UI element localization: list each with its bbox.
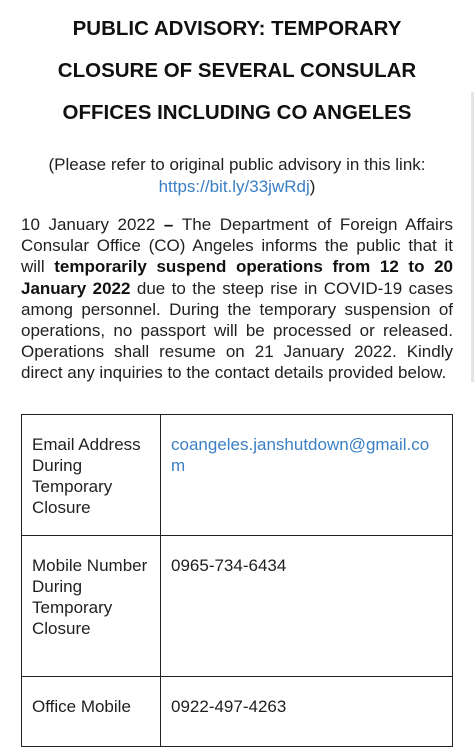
advisory-body bbox=[21, 214, 453, 384]
contact-label: Email Address During Temporary Closure bbox=[22, 415, 161, 536]
date-dash: – bbox=[155, 215, 182, 234]
contact-table bbox=[21, 414, 453, 747]
reference-text: Please refer to original public advisory in this link: bbox=[54, 155, 426, 174]
advisory-date: 10 January 2022 bbox=[21, 215, 156, 234]
reference-close-paren: ) bbox=[309, 177, 316, 196]
email-link[interactable]: coangeles.janshutdown@gmail.com bbox=[171, 435, 430, 475]
reference-note bbox=[21, 154, 453, 198]
office-mobile-number: 0922-497-4263 bbox=[161, 677, 453, 747]
contact-label: Mobile Number During Temporary Closure bbox=[22, 536, 161, 677]
advisory-title bbox=[21, 8, 453, 134]
suspension-notice: temporarily suspend operations from 12 to 20 January 2022 bbox=[21, 257, 453, 298]
mobile-number: 0965-734-6434 bbox=[161, 536, 453, 677]
body-rest: due to the steep rise in COVID-19 cases among personnel. During the temporary suspension of operations, no passport will be processed or released. Operations shall resume on 21 January 2022. Kindly direct any inquiries to the contact details provided below. bbox=[21, 278, 453, 383]
body-intro: The Department of Foreign Affairs Consular Office (CO) Angeles informs the public that it will bbox=[21, 215, 453, 277]
table-row bbox=[22, 677, 453, 747]
title-line: CLOSURE OF SEVERAL CONSULAR bbox=[57, 59, 417, 82]
contact-label: Office Mobile bbox=[22, 677, 161, 747]
advisory-article bbox=[21, 8, 453, 384]
title-line: OFFICES INCLUDING CO ANGELES bbox=[62, 101, 412, 124]
table-row bbox=[22, 536, 453, 677]
title-line: PUBLIC ADVISORY: TEMPORARY bbox=[72, 17, 402, 40]
table-row bbox=[22, 415, 453, 536]
contact-value bbox=[161, 415, 453, 536]
reference-open-paren: ( bbox=[48, 155, 55, 174]
advisory-link[interactable]: https://bit.ly/33jwRdj bbox=[158, 177, 310, 196]
